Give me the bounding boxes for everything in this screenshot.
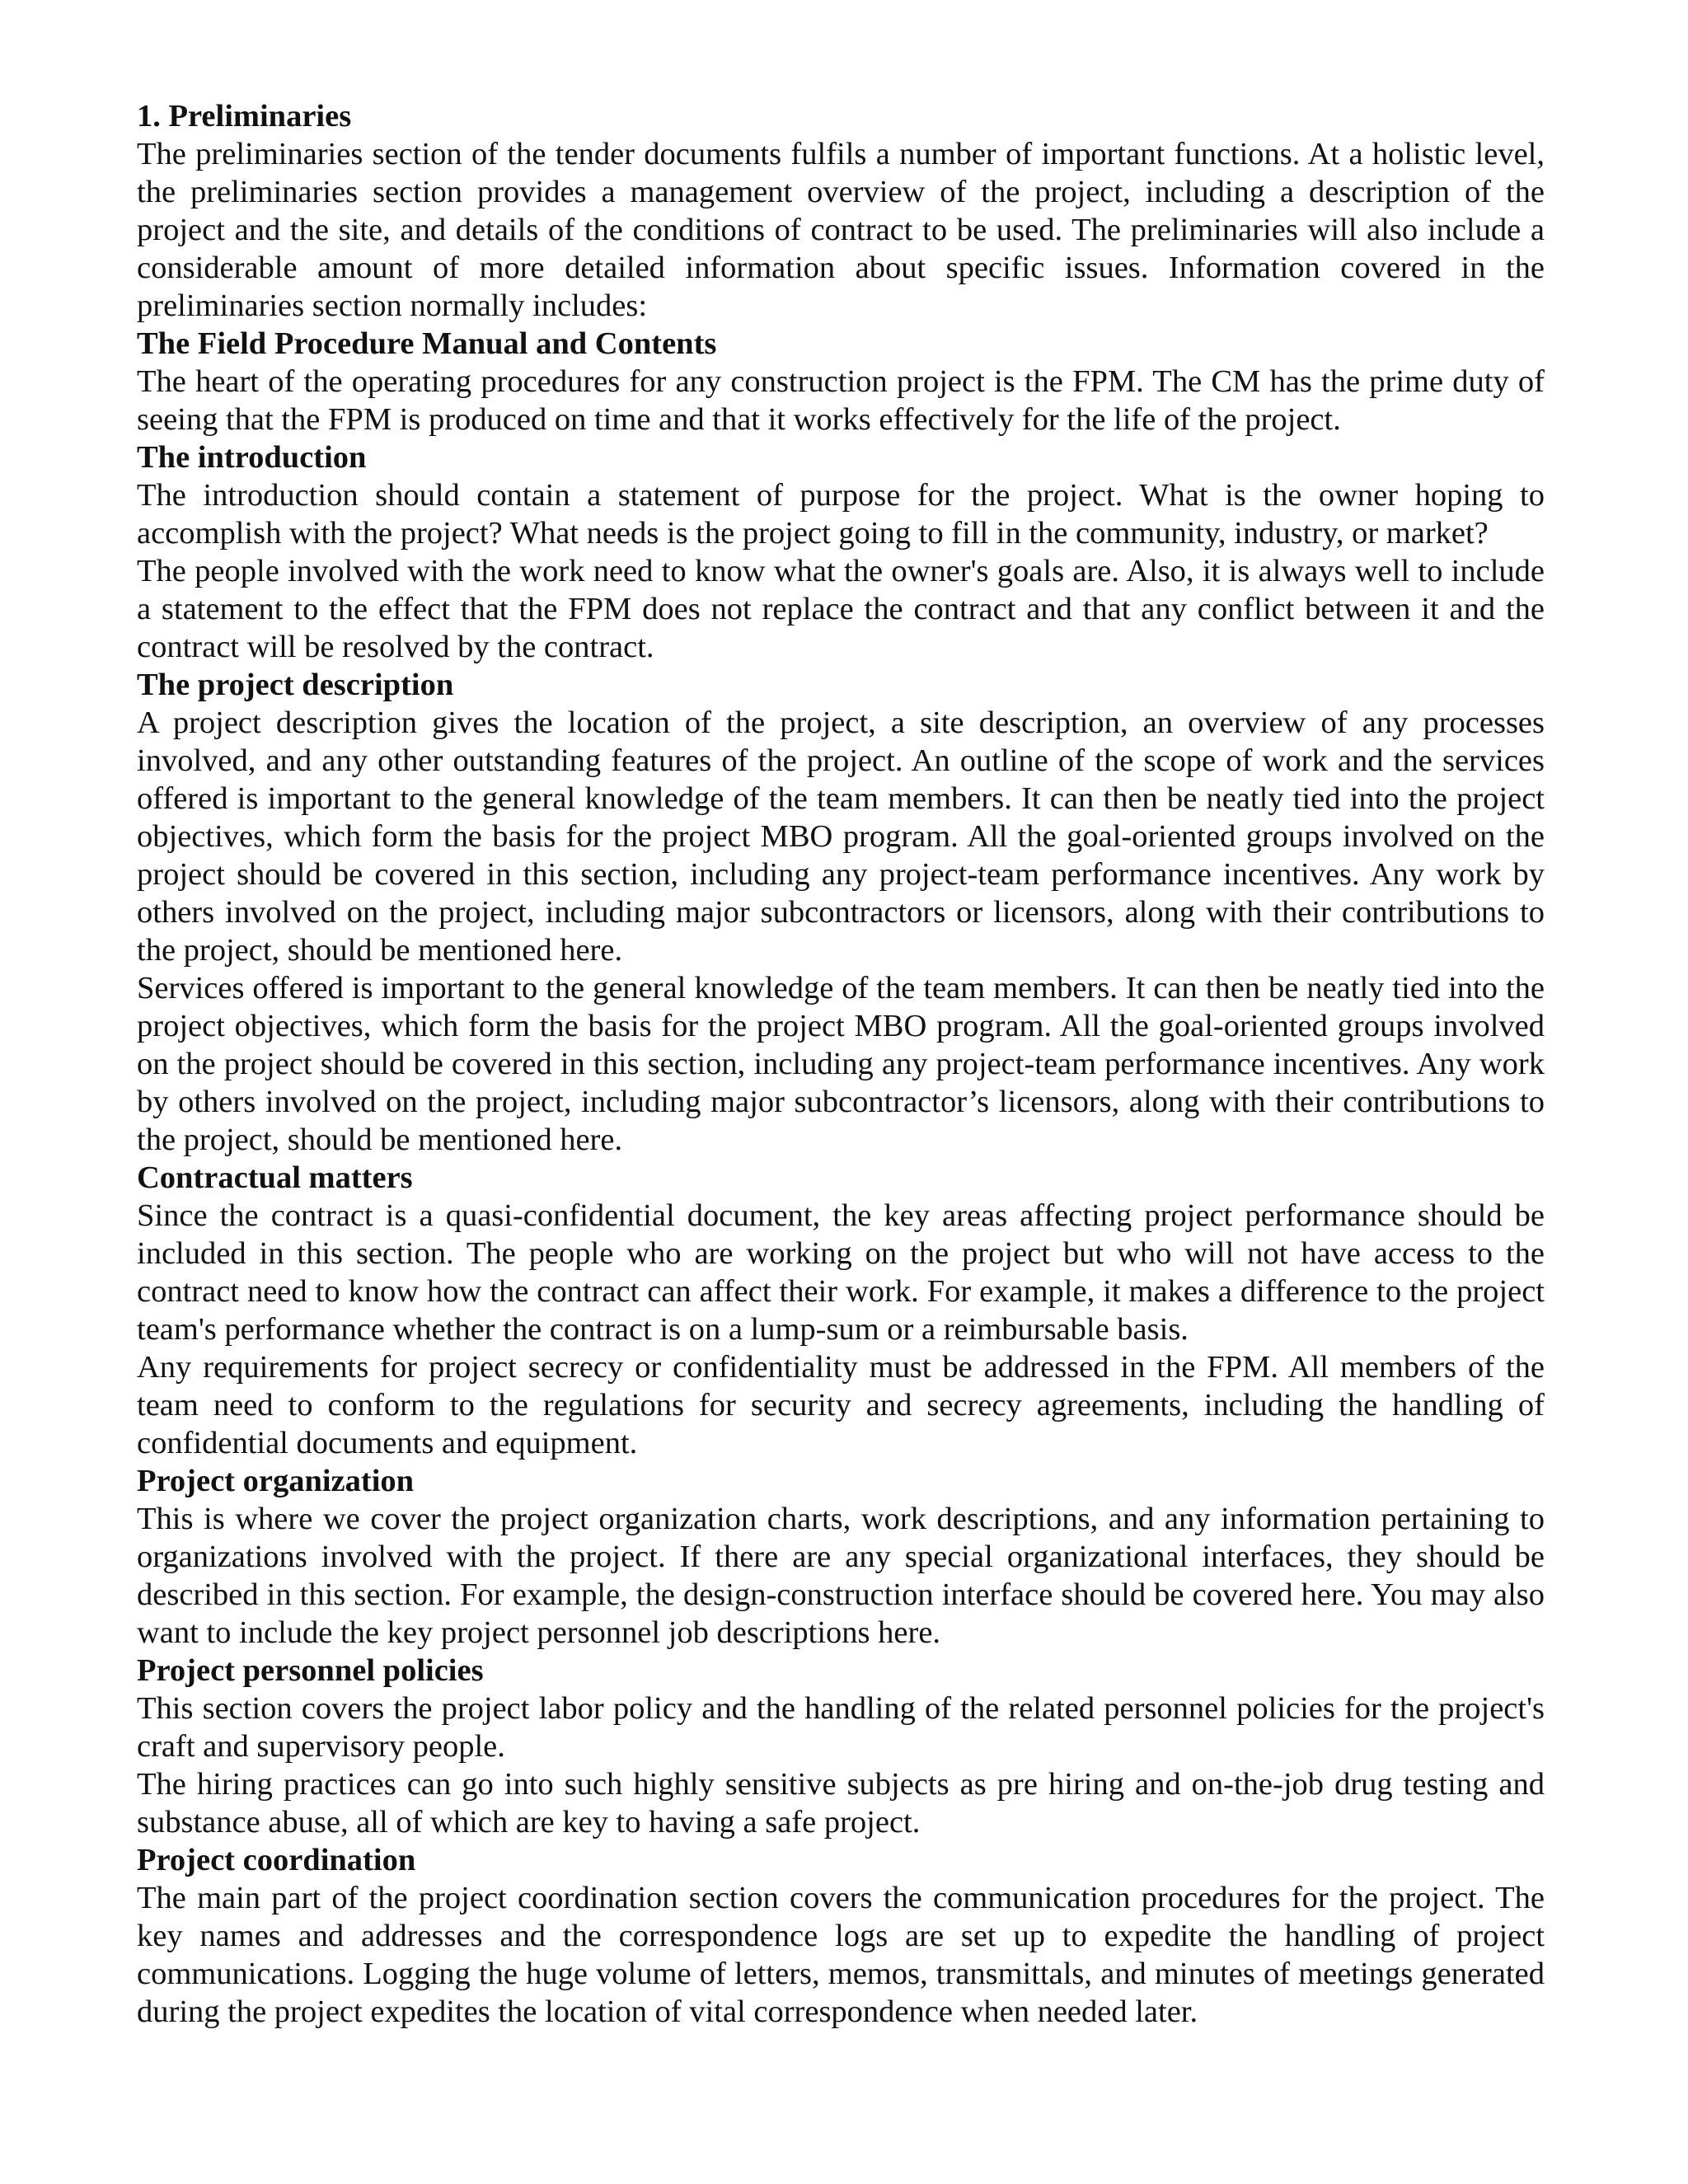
paragraph: The introduction should contain a statement of purpose for the project. What is the owner hoping to accomplish with the project? What needs is the project going to fill in the community, industry, or market? <box>137 478 1545 551</box>
paragraph: Since the contract is a quasi-confidential document, the key areas affecting project performance should be included in this section. The people who are working on the project but who will not have access to the contract need to know how the contract can affect their work. For example, it makes a difference to the project team's performance whether the contract is on a lump-sum or a reimbursable basis. <box>137 1198 1545 1347</box>
paragraph: The main part of the project coordination section covers the communication procedures for the project. The key names and addresses and the correspondence logs are set up to expedite the handling of project communications. Logging the huge volume of letters, memos, transmittals, and minutes of meetings generated during the project expedites the location of vital correspondence when needed later. <box>137 1881 1545 2029</box>
paragraph: The heart of the operating procedures for any construction project is the FPM. The CM has the prime duty of seeing that the FPM is produced on time and that it works effectively for the life of the project. <box>137 364 1545 437</box>
document-page <box>137 97 1545 2031</box>
paragraph: This is where we cover the project organization charts, work descriptions, and any information pertaining to organizations involved with the project. If there are any special organizational interfaces, they should be described in this section. For example, the design-construction interface should be covered here. You may also want to include the key project personnel job descriptions here. <box>137 1502 1545 1650</box>
section-heading-project-coordination: Project coordination <box>137 1843 416 1877</box>
paragraph: The preliminaries section of the tender documents fulfils a number of important functions. At a holistic level, the preliminaries section provides a management overview of the project, including a description of the project and the site, and details of the conditions of contract to be used. The preliminaries will also include a considerable amount of more detailed information about specific issues. Information covered in the preliminaries section normally includes: <box>137 137 1545 323</box>
paragraph: Any requirements for project secrecy or confidentiality must be addressed in the FPM. All members of the team need to conform to the regulations for security and secrecy agreements, including the handling of confidential documents and equipment. <box>137 1350 1545 1460</box>
section-heading-preliminaries: 1. Preliminaries <box>137 99 352 134</box>
paragraph: The hiring practices can go into such highly sensitive subjects as pre hiring and on-the-job drug testing and substance abuse, all of which are key to having a safe project. <box>137 1767 1545 1840</box>
section-heading-project-organization: Project organization <box>137 1464 415 1498</box>
section-heading-contractual-matters: Contractual matters <box>137 1160 413 1195</box>
section-heading-field-procedure-manual: The Field Procedure Manual and Contents <box>137 326 717 361</box>
paragraph: This section covers the project labor policy and the handling of the related personnel policies for the project's craft and supervisory people. <box>137 1691 1545 1764</box>
paragraph: A project description gives the location of the project, a site description, an overview of any processes involved, and any other outstanding features of the project. An outline of the scope of work and the services offered is important to the general knowledge of the team members. It can then be neatly tied into the project objectives, which form the basis for the project MBO program. All the goal-oriented groups involved on the project should be covered in this section, including any project-team performance incentives. Any work by others involved on the project, including major subcontractors or licensors, along with their contributions to the project, should be mentioned here. <box>137 705 1545 968</box>
section-heading-project-description: The project description <box>137 668 454 702</box>
paragraph: The people involved with the work need to know what the owner's goals are. Also, it is always well to include a statement to the effect that the FPM does not replace the contract and that any conflict between it and the contract will be resolved by the contract. <box>137 554 1545 664</box>
section-heading-project-personnel-policies: Project personnel policies <box>137 1653 484 1688</box>
section-heading-introduction: The introduction <box>137 440 367 475</box>
paragraph: Services offered is important to the general knowledge of the team members. It can then be neatly tied into the project objectives, which form the basis for the project MBO program. All the goal-oriented groups involved on the project should be covered in this section, including any project-team performance incentives. Any work by others involved on the project, including major subcontractor’s licensors, along with their contributions to the project, should be mentioned here. <box>137 971 1545 1157</box>
